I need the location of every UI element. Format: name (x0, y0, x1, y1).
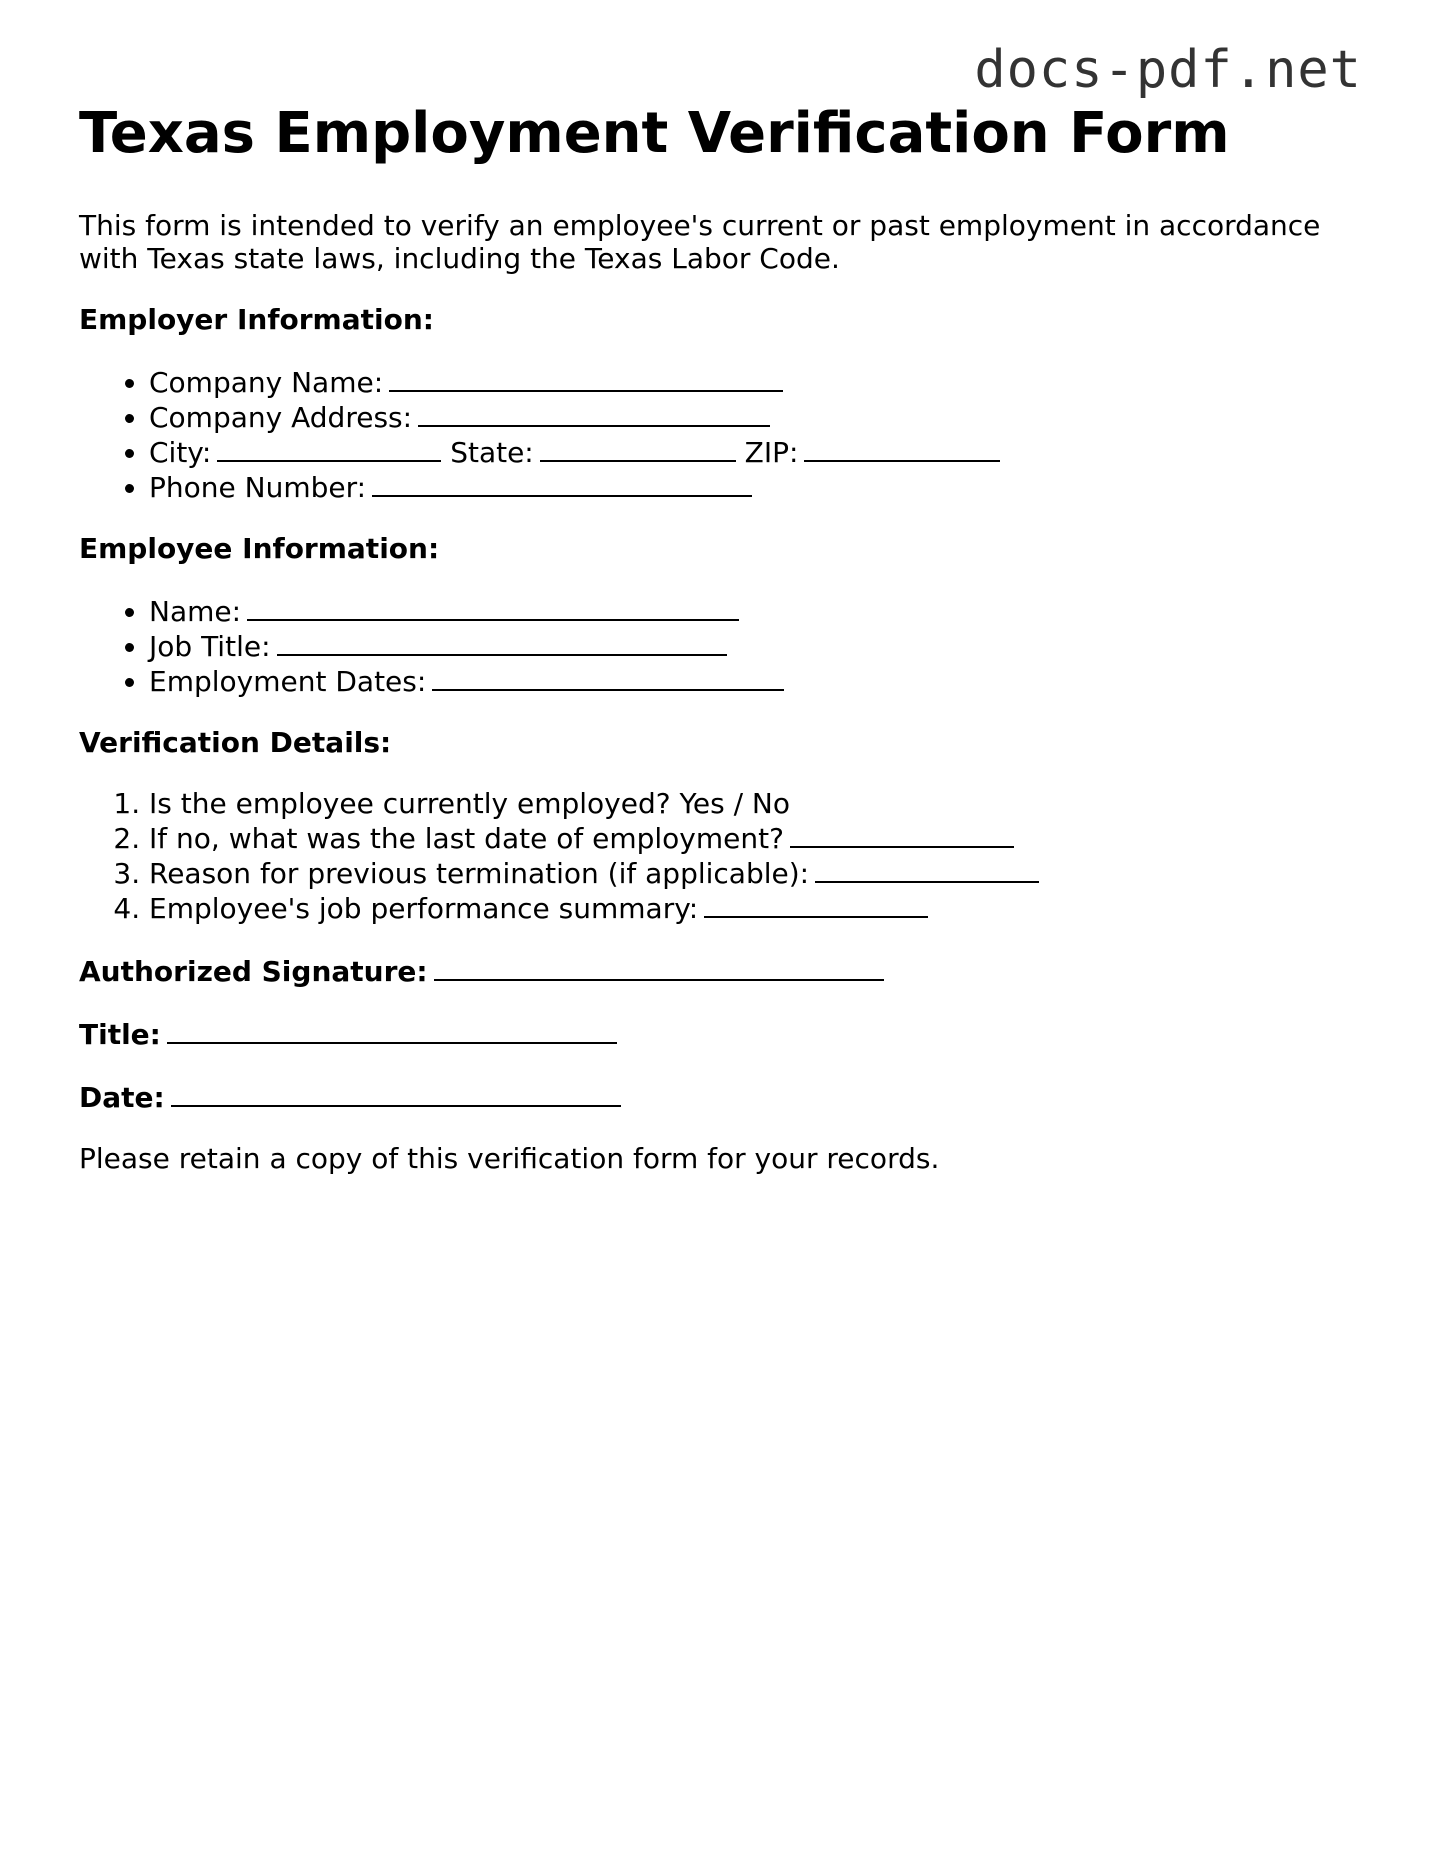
zip-blank[interactable] (804, 434, 1000, 462)
employee-name-label: Name: (149, 595, 242, 629)
list-item (149, 820, 1369, 855)
list-item (149, 663, 1369, 698)
signer-title-label: Title: (79, 1018, 161, 1052)
intro-paragraph: This form is intended to verify an employee's current or past employment in accordance with Texas state laws, including the Texas Labor Code. (79, 209, 1321, 276)
employer-heading: Employer Information: (79, 303, 434, 337)
authorized-signature-blank[interactable] (434, 953, 884, 981)
termination-reason-question: Reason for previous termination (if applicable): (149, 857, 810, 891)
job-title-blank[interactable] (277, 628, 727, 656)
state-blank[interactable] (540, 434, 736, 462)
last-date-question: If no, what was the last date of employment? (149, 822, 784, 856)
performance-summary-blank[interactable] (704, 890, 928, 918)
employee-list (79, 593, 1369, 698)
company-address-blank[interactable] (418, 399, 770, 427)
date-line (79, 1079, 1369, 1114)
list-item (149, 399, 1369, 434)
list-item (149, 787, 1369, 820)
footer-note: Please retain a copy of this verification form for your records. (79, 1142, 940, 1176)
list-item (149, 890, 1369, 925)
list-item (149, 364, 1369, 399)
form-page (79, 100, 1369, 1175)
state-label: State: (450, 436, 534, 470)
list-item (149, 628, 1369, 663)
date-blank[interactable] (171, 1079, 621, 1107)
phone-label: Phone Number: (149, 471, 367, 505)
watermark: docs-pdf.net (974, 40, 1362, 100)
company-name-label: Company Name: (149, 366, 384, 400)
company-name-blank[interactable] (389, 364, 783, 392)
list-item (149, 855, 1369, 890)
performance-summary-question: Employee's job performance summary: (149, 892, 699, 926)
termination-reason-blank[interactable] (815, 855, 1039, 883)
verification-list (79, 787, 1369, 925)
list-item (149, 434, 1369, 469)
employment-dates-blank[interactable] (432, 663, 784, 691)
verification-heading: Verification Details: (79, 726, 392, 760)
signer-title-line (79, 1016, 1369, 1051)
employee-name-blank[interactable] (247, 593, 739, 621)
last-date-blank[interactable] (790, 820, 1014, 848)
authorized-signature-line (79, 953, 1369, 988)
currently-employed-question: Is the employee currently employed? Yes / No (149, 787, 790, 821)
zip-label: ZIP: (744, 436, 799, 470)
city-blank[interactable] (217, 434, 441, 462)
company-address-label: Company Address: (149, 401, 413, 435)
employee-heading: Employee Information: (79, 532, 440, 566)
authorized-signature-label: Authorized Signature: (79, 955, 428, 989)
phone-blank[interactable] (372, 469, 752, 497)
list-item (149, 593, 1369, 628)
signer-title-blank[interactable] (167, 1016, 617, 1044)
form-title: Texas Employment Verification Form (79, 101, 1230, 166)
date-label: Date: (79, 1081, 165, 1115)
job-title-label: Job Title: (149, 630, 271, 664)
employment-dates-label: Employment Dates: (149, 665, 427, 699)
employer-list (79, 364, 1369, 504)
city-label: City: (149, 436, 212, 470)
list-item (149, 469, 1369, 504)
